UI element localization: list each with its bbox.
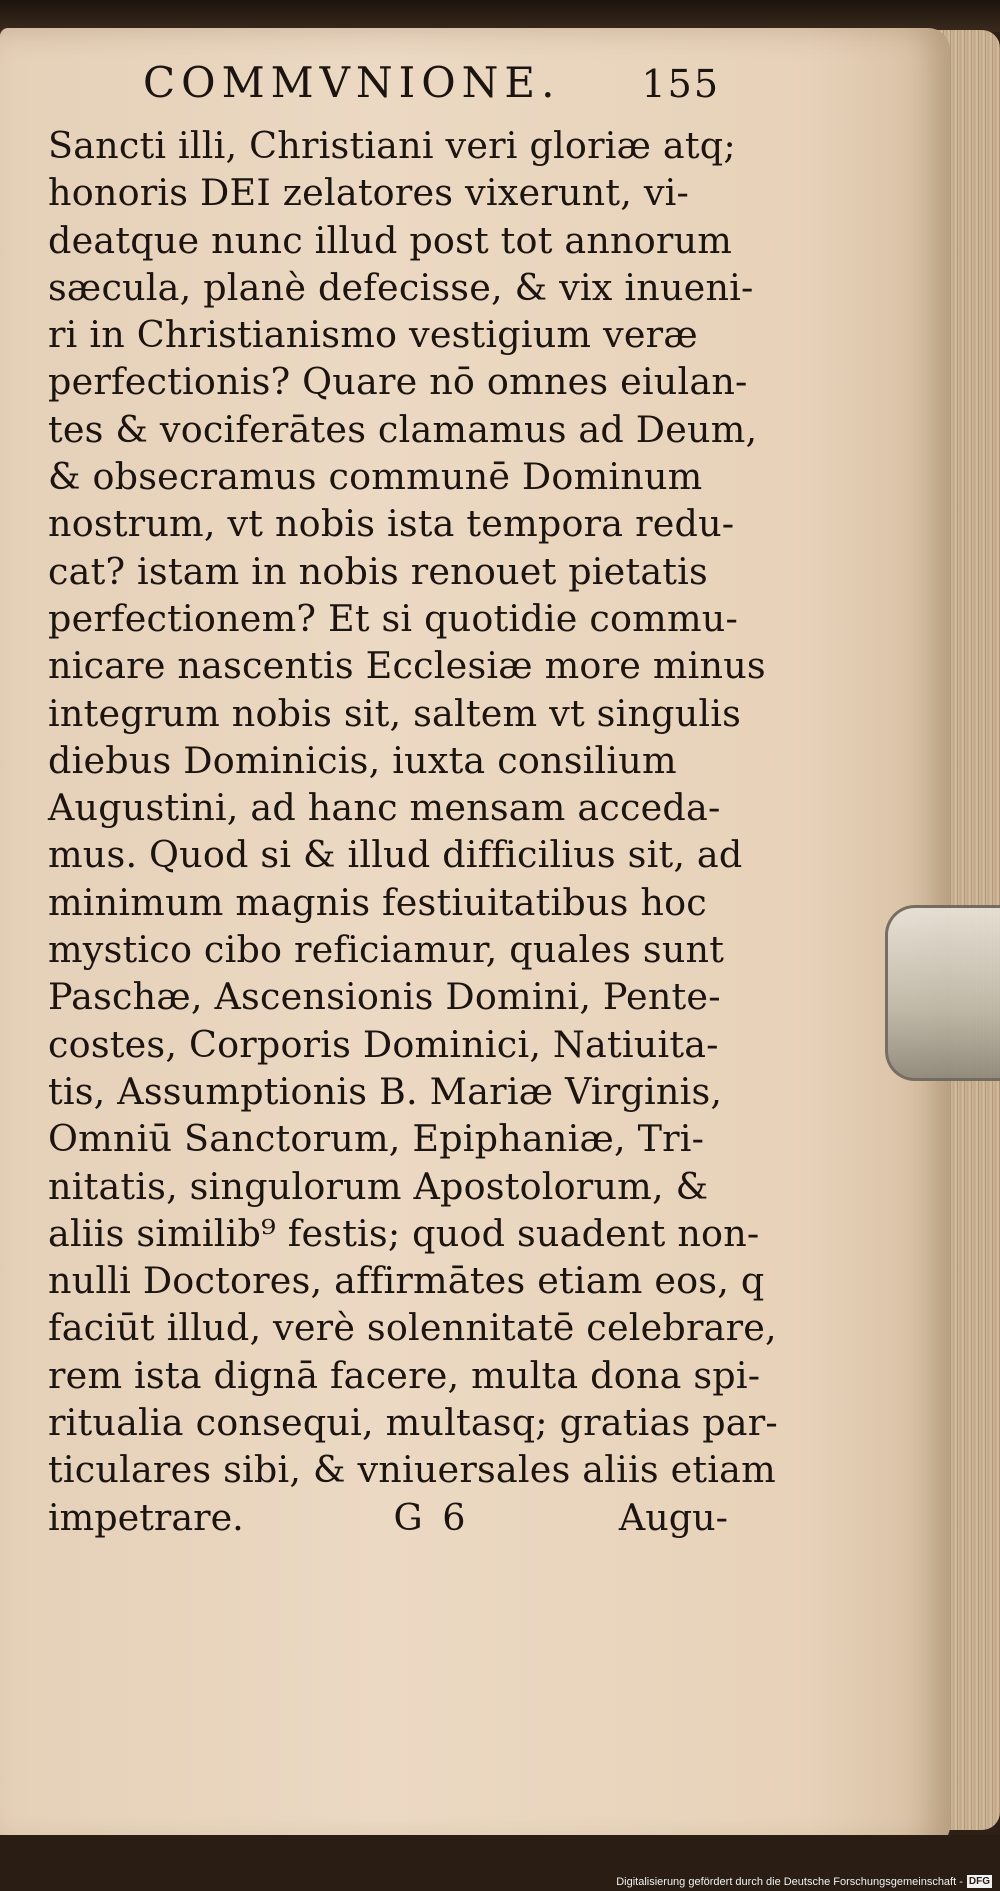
text-line: faciūt illud, verè solennitatē celebrare, (48, 1306, 777, 1350)
page-number: 155 (641, 62, 720, 106)
text-line: diebus Dominicis, iuxta consilium (48, 738, 677, 782)
text-line: integrum nobis sit, saltem vt singulis (48, 691, 742, 735)
text-line: ri in Christianismo vestigium veræ (48, 313, 698, 357)
text-line: ritualia consequi, multasq; gratias par- (48, 1401, 778, 1445)
text-line: tis, Assumptionis B. Mariæ Virginis, (48, 1069, 723, 1113)
text-line: mus. Quod si & illud difficilius sit, ad (48, 833, 743, 877)
text-line: & obsecramus communē Dominum (48, 455, 703, 499)
text-line: rem ista dignā facere, multa dona spi- (48, 1353, 761, 1397)
text-line: perfectionis? Quare nō omnes eiulan- (48, 360, 748, 404)
footer-bar (0, 1872, 1000, 1891)
text-line: Paschæ, Ascensionis Domini, Pente- (48, 975, 721, 1019)
signature-mark: G 6 (393, 1495, 470, 1539)
running-head: COMMVNIONE. (143, 58, 561, 107)
text-line: cat? istam in nobis renouet pietatis (48, 549, 708, 593)
text-line: honoris DEI zelatores vixerunt, vi- (48, 171, 690, 215)
text-line: mystico cibo reficiamur, quales sunt (48, 928, 725, 972)
dfg-logo: DFG (968, 1876, 990, 1887)
body-text (48, 122, 778, 1494)
final-line-text: impetrare. (48, 1495, 244, 1539)
text-line: nitatis, singulorum Apostolorum, & (48, 1164, 709, 1208)
text-line: Augustini, ad hanc mensam acceda- (48, 786, 721, 830)
text-line: minimum magnis festiuitatibus hoc (48, 880, 707, 924)
text-line: perfectionem? Et si quotidie commu- (48, 596, 739, 640)
text-line: nulli Doctores, affirmātes etiam eos, q (48, 1259, 765, 1303)
text-line: Omniū Sanctorum, Epiphaniæ, Tri- (48, 1117, 705, 1161)
text-line: deatque nunc illud post tot annorum (48, 218, 733, 262)
text-line: nicare nascentis Ecclesiæ more minus (48, 644, 766, 688)
text-line: aliis similib⁹ festis; quod suadent non- (48, 1211, 760, 1255)
text-line: tes & vociferātes clamamus ad Deum, (48, 407, 758, 451)
bookmark-clip (885, 905, 1000, 1081)
catchword: Augu- (618, 1495, 728, 1539)
text-line: sæcula, planè defecisse, & vix inueni- (48, 265, 754, 309)
page-header (48, 58, 728, 120)
funding-notice: Digitalisierung gefördert durch die Deutsche Forschungsgemeinschaft - (616, 1875, 963, 1888)
text-line: ticulares sibi, & vniuersales aliis etiam (48, 1448, 776, 1492)
text-line: nostrum, vt nobis ista tempora redu- (48, 502, 735, 546)
text-line: Sancti illi, Christiani veri gloriæ atq; (48, 124, 736, 167)
page-text-block (48, 58, 778, 1541)
catch-line (48, 1494, 728, 1541)
text-line: costes, Corporis Dominici, Natiuita- (48, 1022, 719, 1066)
